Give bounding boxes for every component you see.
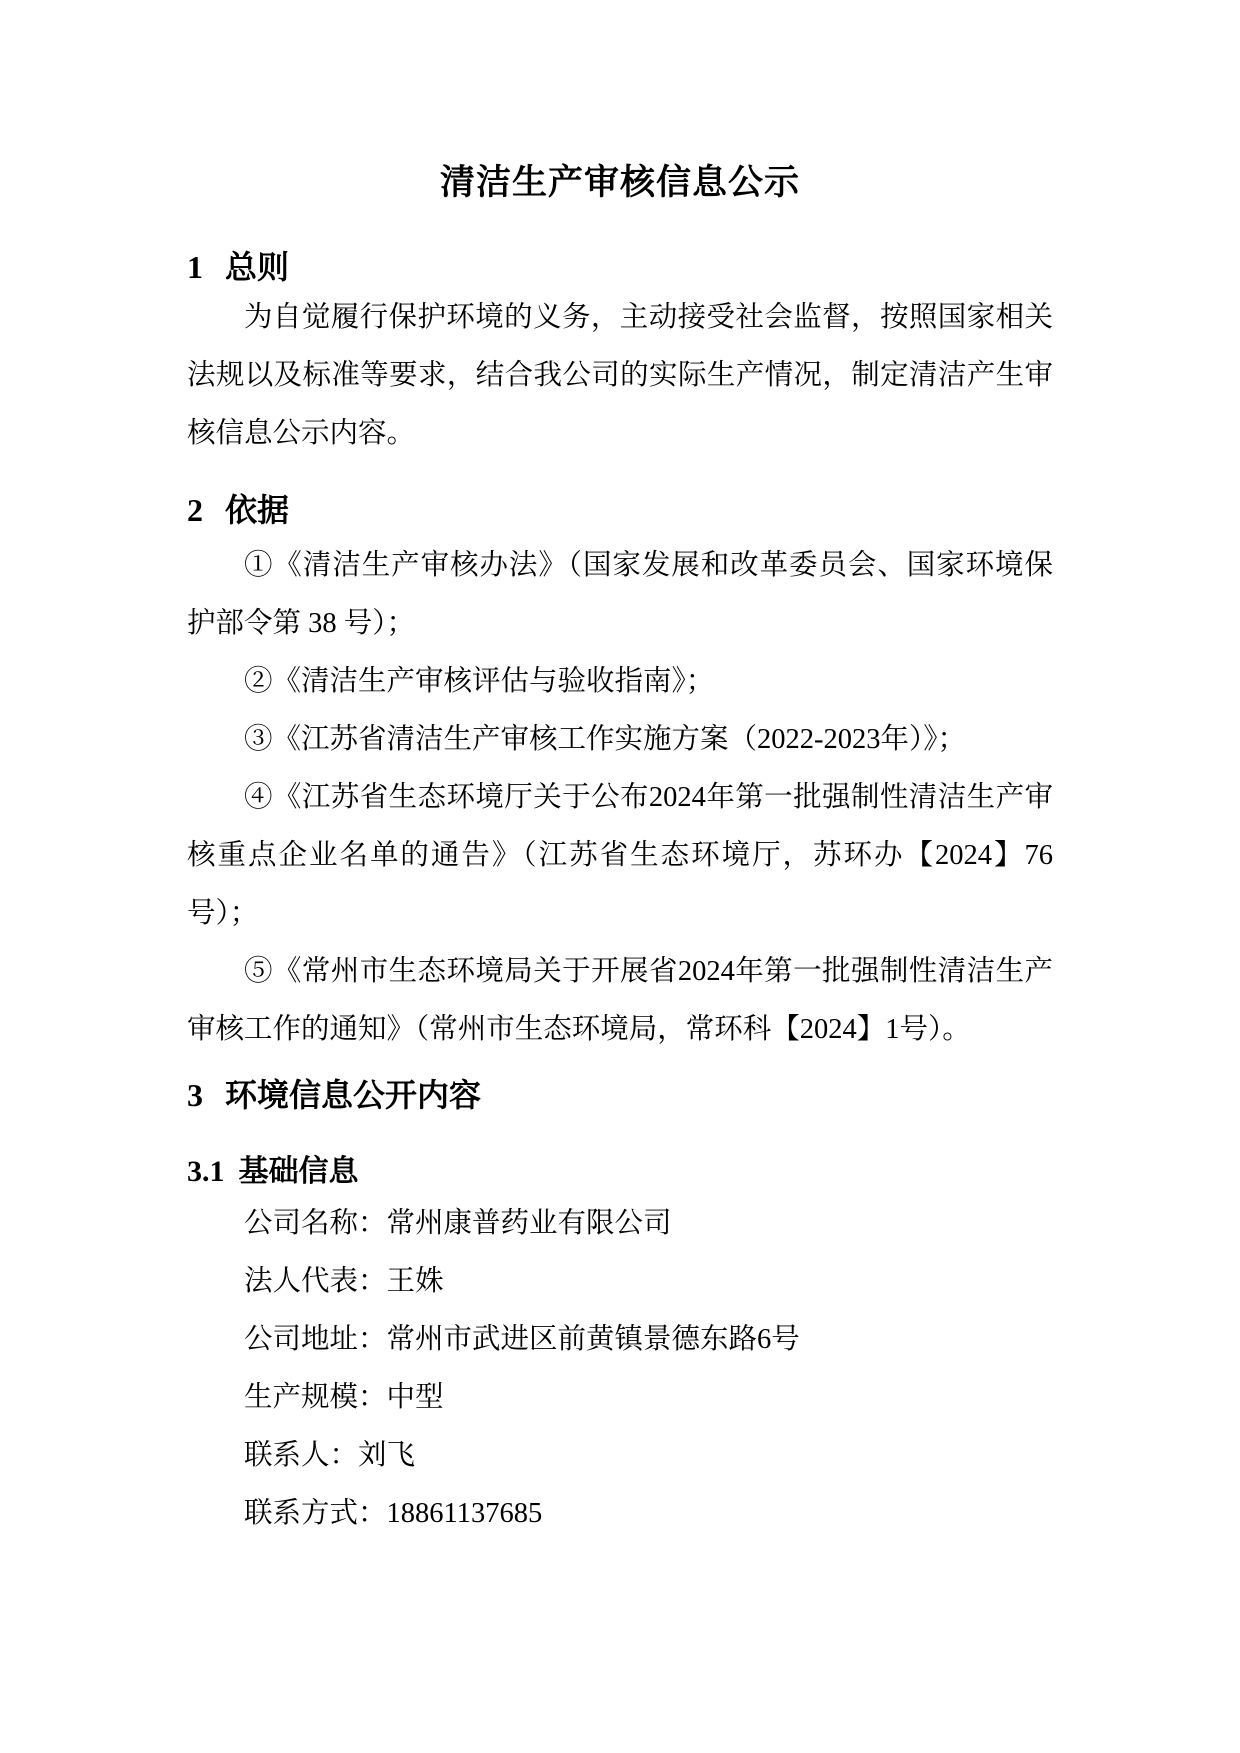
info-field — [187, 1485, 1053, 1543]
heading-number: 2 — [187, 492, 203, 528]
field-label: 公司地址： — [244, 1324, 387, 1355]
field-label: 联系人： — [244, 1440, 359, 1471]
info-field — [187, 1427, 1053, 1485]
reference-item: ③《江苏省清洁生产审核工作实施方案（2022-2023年）》； — [244, 724, 966, 755]
info-field — [187, 1253, 1053, 1311]
heading-text: 基础信息 — [238, 1155, 359, 1188]
reference-item: ②《清洁生产审核评估与验收指南》； — [244, 666, 715, 697]
section-heading-3 — [187, 1073, 1053, 1117]
basic-info-list — [187, 1195, 1053, 1543]
reference-item: ①《清洁生产审核办法》（国家发展和改革委员会、国家环境保护部令第 38 号）； — [187, 550, 1053, 639]
section-heading-2 — [187, 488, 1053, 532]
field-value: 常州康普药业有限公司 — [386, 1208, 672, 1239]
field-value: 18861137685 — [386, 1498, 543, 1529]
heading-number: 1 — [187, 249, 203, 285]
field-label: 法人代表： — [244, 1266, 387, 1297]
subsection-heading-3-1 — [187, 1151, 1053, 1193]
heading-text: 总则 — [225, 249, 290, 285]
heading-number: 3.1 — [187, 1155, 225, 1188]
field-value: 常州市武进区前黄镇景德东路6号 — [386, 1324, 800, 1355]
reference-item: ④《江苏省生态环境厅关于公布2024年第一批强制性清洁生产审核重点企业名单的通告》（江苏省生态环境厅，苏环办【2024】76 号）； — [187, 782, 1053, 929]
field-label: 联系方式： — [244, 1498, 387, 1529]
heading-number: 3 — [187, 1077, 203, 1113]
field-label: 公司名称： — [244, 1208, 387, 1239]
field-value: 刘飞 — [358, 1440, 416, 1471]
heading-text: 依据 — [225, 492, 290, 528]
document-title: 清洁生产审核信息公示 — [439, 163, 800, 202]
info-field — [187, 1369, 1053, 1427]
info-field — [187, 1311, 1053, 1369]
paragraph: 为自觉履行保护环境的义务，主动接受社会监督，按照国家相关法规以及标准等要求，结合我公司的实际生产情况，制定清洁产生审核信息公示内容。 — [187, 302, 1053, 449]
section-heading-1 — [187, 245, 1053, 289]
field-value: 中型 — [386, 1382, 444, 1413]
field-label: 生产规模： — [244, 1382, 387, 1413]
reference-list — [187, 537, 1053, 1059]
section-1-body — [187, 289, 1053, 463]
field-value: 王姝 — [386, 1266, 444, 1297]
heading-text: 环境信息公开内容 — [225, 1077, 482, 1113]
info-field — [187, 1195, 1053, 1253]
reference-item: ⑤《常州市生态环境局关于开展省2024年第一批强制性清洁生产审核工作的通知》（常州市生态环境局，常环科【2024】1号）。 — [187, 956, 1053, 1045]
